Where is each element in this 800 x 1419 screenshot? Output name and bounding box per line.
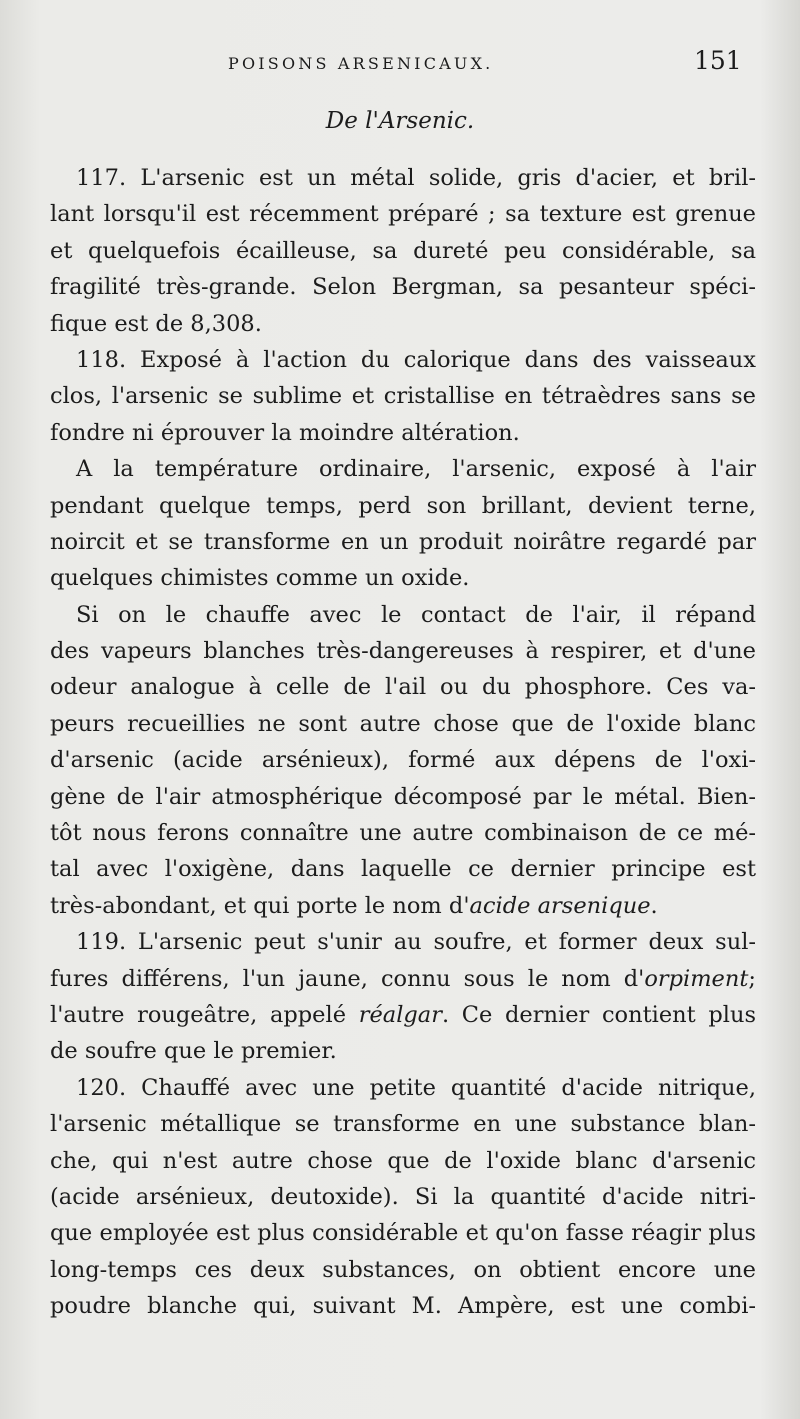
text-segment: che, qui n'est autre chose que de l'oxide blanc d'arsenic (50, 1147, 756, 1174)
text-segment: poudre blanche qui, suivant M. Ampère, est une combi- (50, 1293, 756, 1320)
section-title: De l'Arsenic. (325, 108, 475, 134)
text-line (50, 233, 756, 269)
text-line (50, 924, 756, 960)
text-line (50, 779, 756, 815)
text-segment: et quelquefois écailleuse, sa dureté peu considérable, sa (50, 237, 756, 264)
text-segment: . (650, 892, 658, 919)
text-line (50, 1106, 756, 1142)
text-line (50, 306, 756, 342)
text-line (50, 1252, 756, 1288)
text-line (50, 451, 756, 487)
text-line (50, 1179, 756, 1215)
text-line (50, 488, 756, 524)
text-segment: noircit et se transforme en un produit noirâtre regardé par (50, 528, 756, 555)
text-line (50, 1143, 756, 1179)
italic-term: réalgar (358, 1001, 442, 1028)
text-segment: d'arsenic (acide arsénieux), formé aux dépens de l'oxi- (50, 747, 756, 774)
text-line (50, 415, 756, 451)
text-segment: l'arsenic métallique se transforme en une substance blan- (50, 1111, 756, 1138)
text-line (50, 633, 756, 669)
text-line (50, 997, 756, 1033)
text-segment: 117. L'arsenic est un métal solide, gris d'acier, et bril- (76, 165, 756, 191)
page-number: 151 (694, 46, 742, 75)
text-segment: . Ce dernier contient plus (441, 1001, 756, 1028)
text-line (50, 961, 756, 997)
text-segment: gène de l'air atmosphérique décomposé par le métal. Bien- (50, 783, 756, 810)
text-line (50, 160, 756, 196)
text-segment: peurs recueillies ne sont autre chose que de l'oxide blanc (50, 710, 756, 737)
text-line (50, 1215, 756, 1251)
text-segment: tal avec l'oxigène, dans laquelle ce dernier principe est (50, 856, 756, 883)
text-line (50, 196, 756, 232)
text-line (50, 1070, 756, 1106)
page-header (0, 46, 800, 82)
text-segment: 120. Chauffé avec une petite quantité d'acide nitrique, (76, 1074, 756, 1101)
text-segment: des vapeurs blanches très-dangereuses à respirer, et d'une (50, 638, 756, 665)
text-segment: fique est de 8,308. (50, 310, 262, 337)
text-segment: odeur analogue à celle de l'ail ou du phosphore. Ces va- (50, 674, 756, 701)
text-line (50, 669, 756, 705)
text-line (50, 378, 756, 414)
text-line (50, 851, 756, 887)
text-line (50, 1288, 756, 1324)
text-segment: 119. L'arsenic peut s'unir au soufre, et former deux sul- (76, 929, 756, 956)
text-line (50, 742, 756, 778)
text-segment: fondre ni éprouver la moindre altération. (50, 419, 520, 446)
text-line (50, 524, 756, 560)
italic-term: acide arsenique (469, 892, 651, 919)
text-line (50, 815, 756, 851)
text-segment: fragilité très-grande. Selon Bergman, sa pesanteur spéci- (50, 274, 756, 301)
text-segment: (acide arsénieux, deutoxide). Si la quantité d'acide nitri- (50, 1183, 756, 1210)
text-segment: tôt nous ferons connaître une autre combinaison de ce mé- (50, 820, 756, 847)
body-text (50, 160, 756, 1325)
text-segment: quelques chimistes comme un oxide. (50, 565, 470, 592)
text-segment: fures différens, l'un jaune, connu sous le nom d' (50, 965, 645, 992)
text-line (50, 269, 756, 305)
text-segment: A la température ordinaire, l'arsenic, exposé à l'air (76, 456, 756, 483)
text-segment: que employée est plus considérable et qu'on fasse réagir plus (50, 1220, 756, 1247)
text-segment: l'autre rougeâtre, appelé (50, 1001, 359, 1028)
text-segment: long-temps ces deux substances, on obtient encore une (50, 1256, 756, 1283)
text-line (50, 888, 756, 924)
text-segment: ; (748, 965, 756, 992)
text-segment: lant lorsqu'il est récemment préparé ; sa texture est grenue (50, 201, 756, 228)
text-line (50, 1033, 756, 1069)
running-head: POISONS ARSENICAUX. (228, 54, 494, 73)
text-segment: Si on le chauffe avec le contact de l'air, il répand (76, 601, 756, 628)
text-line (50, 342, 756, 378)
text-segment: clos, l'arsenic se sublime et cristallise en tétraèdres sans se (50, 383, 756, 410)
text-line (50, 560, 756, 596)
text-segment: de soufre que le premier. (50, 1038, 337, 1065)
italic-term: orpiment (644, 965, 749, 992)
text-segment: 118. Exposé à l'action du calorique dans des vaisseaux (76, 346, 756, 373)
text-segment: pendant quelque temps, perd son brillant, devient terne, (50, 492, 756, 519)
text-line (50, 706, 756, 742)
text-segment: très-abondant, et qui porte le nom d' (50, 892, 470, 919)
text-line (50, 597, 756, 633)
